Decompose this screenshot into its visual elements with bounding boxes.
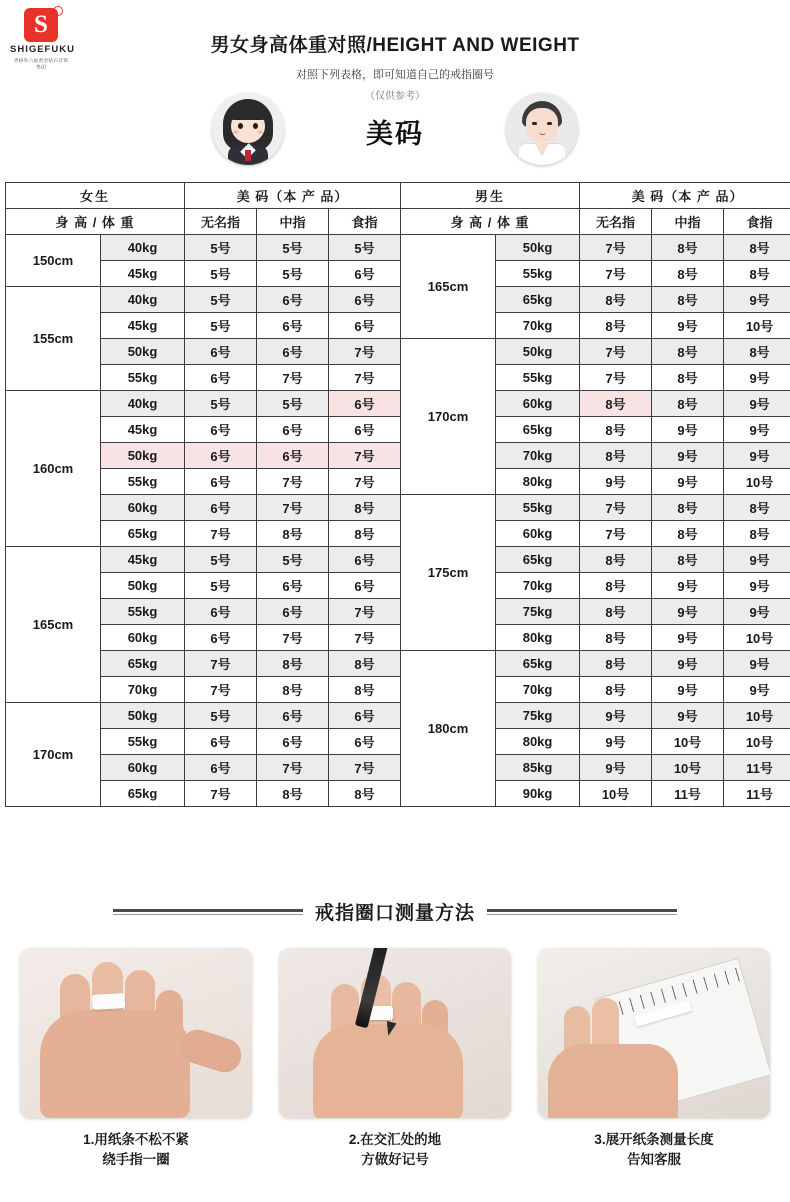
size-cell: 6号	[185, 625, 257, 651]
step-3-photo	[538, 948, 770, 1118]
size-cell: 5号	[257, 547, 329, 573]
size-cell: 7号	[329, 625, 401, 651]
table-row	[6, 235, 790, 261]
size-cell: 6号	[257, 287, 329, 313]
step-3-caption: 3.展开纸条测量长度 告知客服	[594, 1132, 714, 1167]
size-cell: 5号	[185, 391, 257, 417]
size-cell: 6号	[329, 391, 401, 417]
size-cell: 7号	[580, 339, 652, 365]
step-1-caption: 1.用纸条不松不紧 绕手指一圈	[83, 1132, 189, 1167]
size-cell: 8号	[257, 677, 329, 703]
size-cell: 5号	[257, 261, 329, 287]
size-cell: 8号	[329, 651, 401, 677]
size-cell: 8号	[580, 599, 652, 625]
measure-step-3	[538, 948, 770, 1170]
size-cell: 10号	[724, 469, 790, 495]
size-cell: 10号	[724, 703, 790, 729]
size-cell: 6号	[257, 573, 329, 599]
size-cell: 9号	[724, 677, 790, 703]
weight-cell: 50kg	[496, 339, 580, 365]
size-cell: 5号	[329, 235, 401, 261]
weight-cell: 70kg	[101, 677, 185, 703]
size-cell: 8号	[652, 495, 724, 521]
female-group-header: 女生	[6, 183, 185, 209]
size-cell: 8号	[724, 339, 790, 365]
size-cell: 7号	[257, 365, 329, 391]
title-divider-right	[487, 909, 677, 915]
size-cell: 8号	[580, 417, 652, 443]
weight-cell: 85kg	[496, 755, 580, 781]
size-cell: 6号	[185, 469, 257, 495]
table-row	[6, 573, 790, 599]
size-cell: 8号	[652, 521, 724, 547]
weight-cell: 65kg	[496, 651, 580, 677]
step-1-photo	[20, 948, 252, 1118]
size-cell: 8号	[329, 521, 401, 547]
finger-col-header: 食指	[724, 209, 790, 235]
size-cell: 8号	[580, 651, 652, 677]
table-row	[6, 495, 790, 521]
size-cell: 7号	[329, 755, 401, 781]
size-table-container	[5, 182, 785, 807]
size-cell: 8号	[652, 391, 724, 417]
size-cell: 7号	[257, 469, 329, 495]
size-cell: 7号	[329, 599, 401, 625]
table-row	[6, 677, 790, 703]
table-row	[6, 781, 790, 807]
weight-cell: 50kg	[101, 443, 185, 469]
table-row	[6, 313, 790, 339]
size-cell: 7号	[185, 677, 257, 703]
table-row	[6, 339, 790, 365]
size-table	[5, 182, 790, 807]
size-cell: 9号	[580, 755, 652, 781]
weight-cell: 65kg	[101, 521, 185, 547]
weight-cell: 40kg	[101, 391, 185, 417]
size-cell: 5号	[185, 261, 257, 287]
size-cell: 6号	[257, 313, 329, 339]
size-cell: 6号	[257, 417, 329, 443]
logo-name: SHIGEFUKU	[10, 44, 75, 55]
table-row	[6, 625, 790, 651]
size-cell: 5号	[257, 391, 329, 417]
size-cell: 8号	[580, 287, 652, 313]
finger-col-header: 无名指	[185, 209, 257, 235]
table-subheader-row	[6, 209, 790, 235]
size-cell: 6号	[185, 443, 257, 469]
size-cell: 5号	[185, 287, 257, 313]
weight-cell: 70kg	[496, 443, 580, 469]
size-cell: 9号	[724, 651, 790, 677]
size-cell: 9号	[724, 391, 790, 417]
size-cell: 5号	[257, 235, 329, 261]
size-cell: 6号	[329, 261, 401, 287]
weight-cell: 55kg	[496, 261, 580, 287]
size-cell: 6号	[329, 313, 401, 339]
table-row	[6, 287, 790, 313]
size-cell: 8号	[652, 339, 724, 365]
weight-cell: 40kg	[101, 235, 185, 261]
weight-cell: 80kg	[496, 625, 580, 651]
size-cell: 9号	[652, 469, 724, 495]
size-cell: 8号	[257, 521, 329, 547]
height-cell: 180cm	[401, 651, 496, 807]
size-cell: 8号	[257, 651, 329, 677]
size-cell: 8号	[580, 625, 652, 651]
weight-cell: 90kg	[496, 781, 580, 807]
height-cell: 165cm	[6, 547, 101, 703]
title-divider-left	[113, 909, 303, 915]
size-standard-badge: 美码	[366, 119, 424, 149]
weight-cell: 60kg	[101, 755, 185, 781]
size-cell: 11号	[724, 781, 790, 807]
size-cell: 6号	[257, 599, 329, 625]
paper-strip-icon	[92, 993, 126, 1010]
size-cell: 7号	[580, 521, 652, 547]
weight-cell: 70kg	[496, 313, 580, 339]
size-cell: 8号	[652, 261, 724, 287]
height-cell: 165cm	[401, 235, 496, 339]
table-row	[6, 729, 790, 755]
weight-cell: 55kg	[496, 365, 580, 391]
size-cell: 6号	[257, 703, 329, 729]
page-subtitle: 对照下列表格，即可知道自己的戒指圈号	[296, 69, 494, 81]
size-cell: 8号	[580, 313, 652, 339]
logo-letter-icon: S	[24, 8, 58, 42]
weight-cell: 45kg	[101, 261, 185, 287]
weight-cell: 65kg	[101, 781, 185, 807]
page-note: （仅供参考）	[365, 91, 425, 102]
weight-cell: 75kg	[496, 599, 580, 625]
size-cell: 7号	[257, 755, 329, 781]
size-cell: 10号	[580, 781, 652, 807]
weight-cell: 50kg	[496, 235, 580, 261]
size-cell: 7号	[580, 365, 652, 391]
size-cell: 9号	[724, 547, 790, 573]
table-row	[6, 417, 790, 443]
size-cell: 6号	[185, 755, 257, 781]
weight-cell: 50kg	[101, 339, 185, 365]
size-cell: 9号	[724, 599, 790, 625]
table-row	[6, 521, 790, 547]
height-cell: 170cm	[6, 703, 101, 807]
size-cell: 9号	[580, 703, 652, 729]
weight-cell: 65kg	[101, 651, 185, 677]
size-cell: 7号	[329, 365, 401, 391]
size-cell: 9号	[652, 417, 724, 443]
size-cell: 7号	[580, 261, 652, 287]
measure-step-2	[279, 948, 511, 1170]
size-cell: 5号	[185, 547, 257, 573]
table-row	[6, 755, 790, 781]
size-cell: 9号	[652, 651, 724, 677]
size-cell: 10号	[724, 729, 790, 755]
height-cell: 150cm	[6, 235, 101, 287]
size-cell: 6号	[185, 599, 257, 625]
size-cell: 9号	[724, 417, 790, 443]
size-cell: 8号	[580, 573, 652, 599]
size-cell: 8号	[257, 781, 329, 807]
size-cell: 7号	[257, 495, 329, 521]
size-cell: 8号	[652, 365, 724, 391]
weight-cell: 75kg	[496, 703, 580, 729]
weight-cell: 60kg	[101, 495, 185, 521]
size-cell: 6号	[257, 443, 329, 469]
size-cell: 5号	[185, 573, 257, 599]
measure-title-text: 戒指圈口测量方法	[314, 903, 475, 924]
measure-step-1	[20, 948, 252, 1170]
female-size-header: 美 码（本 产 品）	[185, 183, 401, 209]
size-cell: 6号	[185, 729, 257, 755]
size-cell: 6号	[329, 573, 401, 599]
size-cell: 7号	[257, 625, 329, 651]
weight-cell: 55kg	[101, 729, 185, 755]
table-row	[6, 599, 790, 625]
height-cell: 155cm	[6, 287, 101, 391]
male-size-header: 美 码（本 产 品）	[580, 183, 790, 209]
weight-cell: 60kg	[101, 625, 185, 651]
male-metric-header: 身 高 / 体 重	[401, 209, 580, 235]
finger-col-header: 食指	[329, 209, 401, 235]
weight-cell: 65kg	[496, 287, 580, 313]
size-cell: 8号	[724, 261, 790, 287]
weight-cell: 50kg	[101, 703, 185, 729]
size-cell: 8号	[580, 677, 652, 703]
height-cell: 160cm	[6, 391, 101, 547]
size-cell: 9号	[652, 677, 724, 703]
size-cell: 9号	[724, 365, 790, 391]
finger-col-header: 无名指	[580, 209, 652, 235]
weight-cell: 40kg	[101, 287, 185, 313]
size-cell: 6号	[329, 703, 401, 729]
size-cell: 9号	[652, 313, 724, 339]
weight-cell: 45kg	[101, 313, 185, 339]
size-cell: 6号	[185, 339, 257, 365]
size-cell: 6号	[257, 729, 329, 755]
size-cell: 5号	[185, 313, 257, 339]
size-cell: 7号	[580, 495, 652, 521]
table-row	[6, 365, 790, 391]
size-cell: 6号	[329, 417, 401, 443]
size-cell: 10号	[724, 313, 790, 339]
weight-cell: 60kg	[496, 391, 580, 417]
measure-section-title	[0, 898, 790, 925]
female-metric-header: 身 高 / 体 重	[6, 209, 185, 235]
size-cell: 7号	[185, 521, 257, 547]
size-cell: 6号	[257, 339, 329, 365]
size-cell: 7号	[329, 469, 401, 495]
table-row	[6, 261, 790, 287]
size-cell: 9号	[580, 729, 652, 755]
size-cell: 11号	[724, 755, 790, 781]
weight-cell: 80kg	[496, 469, 580, 495]
size-cell: 8号	[652, 235, 724, 261]
size-cell: 9号	[652, 443, 724, 469]
size-cell: 5号	[185, 703, 257, 729]
step-2-caption: 2.在交汇处的地 方做好记号	[348, 1132, 442, 1167]
weight-cell: 65kg	[496, 417, 580, 443]
table-row	[6, 469, 790, 495]
table-row	[6, 703, 790, 729]
size-cell: 8号	[580, 443, 652, 469]
size-cell: 8号	[329, 495, 401, 521]
size-cell: 7号	[580, 235, 652, 261]
weight-cell: 60kg	[496, 521, 580, 547]
weight-cell: 80kg	[496, 729, 580, 755]
table-row	[6, 651, 790, 677]
weight-cell: 65kg	[496, 547, 580, 573]
size-cell: 9号	[652, 599, 724, 625]
header-block	[0, 30, 790, 102]
size-cell: 6号	[329, 729, 401, 755]
size-cell: 7号	[185, 651, 257, 677]
size-cell: 6号	[329, 547, 401, 573]
size-cell: 10号	[652, 729, 724, 755]
size-cell: 6号	[185, 365, 257, 391]
logo-subtitle: 香格库六福黄金钻石首饰集团	[13, 58, 69, 71]
size-cell: 8号	[724, 235, 790, 261]
size-cell: 9号	[580, 469, 652, 495]
size-cell: 10号	[724, 625, 790, 651]
step-2-photo	[279, 948, 511, 1118]
weight-cell: 70kg	[496, 677, 580, 703]
measure-steps	[20, 948, 770, 1170]
size-cell: 8号	[329, 781, 401, 807]
size-cell: 8号	[724, 495, 790, 521]
size-cell: 6号	[185, 495, 257, 521]
table-row	[6, 443, 790, 469]
size-cell: 8号	[652, 287, 724, 313]
weight-cell: 70kg	[496, 573, 580, 599]
table-row	[6, 547, 790, 573]
weight-cell: 55kg	[101, 365, 185, 391]
size-cell: 7号	[185, 781, 257, 807]
weight-cell: 55kg	[496, 495, 580, 521]
height-cell: 170cm	[401, 339, 496, 495]
size-cell: 9号	[724, 573, 790, 599]
weight-cell: 55kg	[101, 469, 185, 495]
size-cell: 9号	[652, 573, 724, 599]
size-cell: 5号	[185, 235, 257, 261]
size-cell: 8号	[580, 391, 652, 417]
size-cell: 9号	[652, 625, 724, 651]
size-cell: 9号	[652, 703, 724, 729]
size-cell: 11号	[652, 781, 724, 807]
size-cell: 9号	[724, 287, 790, 313]
size-cell: 6号	[329, 287, 401, 313]
weight-cell: 50kg	[101, 573, 185, 599]
size-cell: 8号	[652, 547, 724, 573]
size-cell: 8号	[580, 547, 652, 573]
male-group-header: 男生	[401, 183, 580, 209]
weight-cell: 45kg	[101, 547, 185, 573]
weight-cell: 45kg	[101, 417, 185, 443]
weight-cell: 55kg	[101, 599, 185, 625]
size-cell: 6号	[185, 417, 257, 443]
table-row	[6, 391, 790, 417]
size-cell: 8号	[329, 677, 401, 703]
finger-col-header: 中指	[257, 209, 329, 235]
size-cell: 8号	[724, 521, 790, 547]
size-cell: 9号	[724, 443, 790, 469]
finger-col-header: 中指	[652, 209, 724, 235]
table-header-row	[6, 183, 790, 209]
size-cell: 7号	[329, 443, 401, 469]
size-cell: 7号	[329, 339, 401, 365]
page-title: 男女身高体重对照/HEIGHT AND WEIGHT	[210, 35, 580, 56]
height-cell: 175cm	[401, 495, 496, 651]
size-cell: 10号	[652, 755, 724, 781]
